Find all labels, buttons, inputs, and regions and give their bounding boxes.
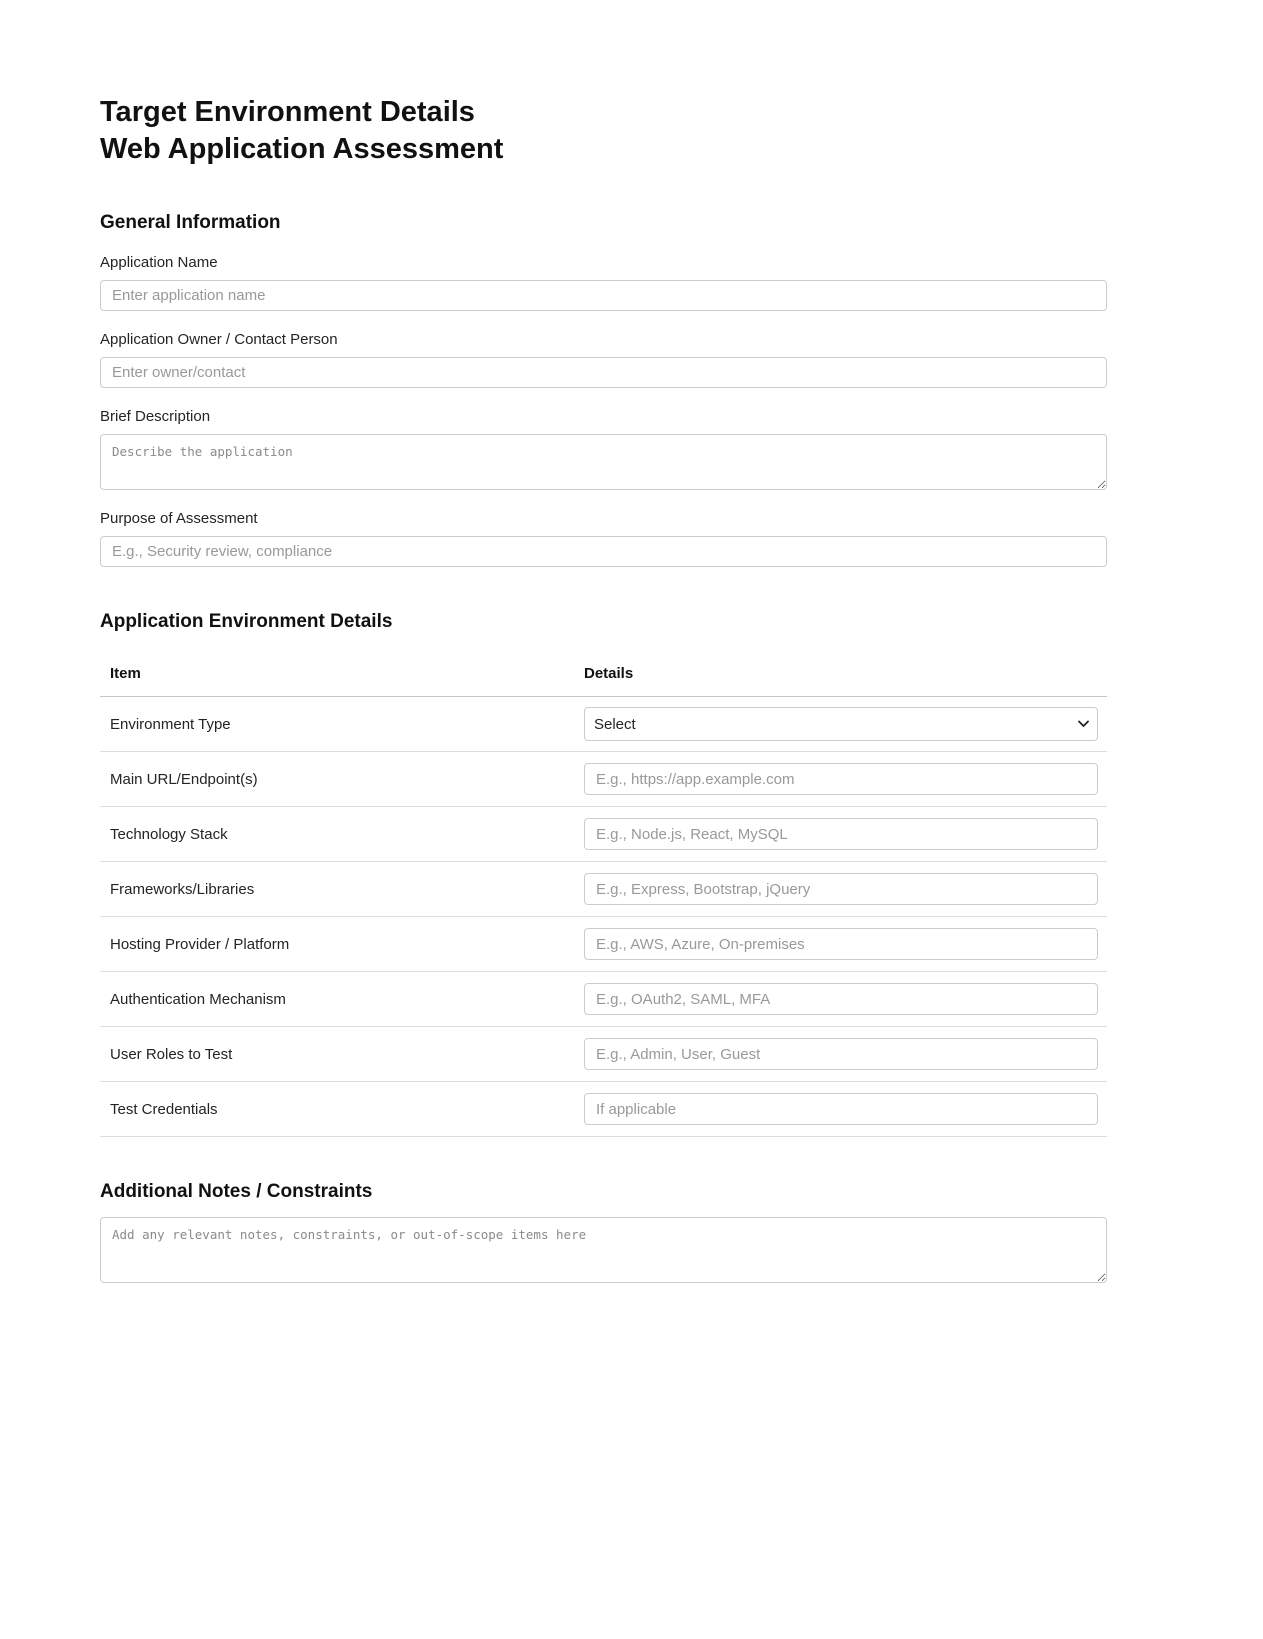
test-credentials-input[interactable] [584, 1093, 1098, 1125]
purpose-label: Purpose of Assessment [100, 510, 258, 527]
column-header-item: Item [110, 665, 141, 682]
user-roles-input[interactable] [584, 1038, 1098, 1070]
section-heading-notes: Additional Notes / Constraints [100, 1181, 373, 1202]
technology-stack-input[interactable] [584, 818, 1098, 850]
application-name-input[interactable] [100, 280, 1107, 311]
environment-type-select[interactable] [584, 707, 1098, 741]
row-label: Frameworks/Libraries [110, 880, 255, 898]
table-row-user-roles [100, 1027, 1107, 1082]
environment-details-table [100, 659, 1107, 1137]
table-row-frameworks [100, 862, 1107, 917]
row-label: Authentication Mechanism [110, 990, 286, 1008]
application-name-label: Application Name [100, 254, 218, 271]
brief-description-textarea[interactable] [100, 434, 1107, 490]
section-heading-environment: Application Environment Details [100, 611, 393, 632]
owner-contact-label: Application Owner / Contact Person [100, 331, 338, 348]
authentication-mechanism-input[interactable] [584, 983, 1098, 1015]
main-url-input[interactable] [584, 763, 1098, 795]
table-row-environment-type [100, 697, 1107, 752]
hosting-provider-input[interactable] [584, 928, 1098, 960]
table-row-hosting [100, 917, 1107, 972]
table-row-main-url [100, 752, 1107, 807]
field-application-name [100, 254, 1107, 311]
brief-description-label: Brief Description [100, 408, 211, 425]
field-owner-contact [100, 331, 1107, 388]
row-label: Main URL/Endpoint(s) [110, 770, 258, 788]
form-page [100, 0, 1107, 1283]
row-label: Test Credentials [110, 1100, 218, 1118]
field-purpose [100, 510, 1107, 567]
row-label: User Roles to Test [110, 1045, 233, 1063]
field-brief-description [100, 408, 1107, 490]
environment-type-select-wrap [584, 707, 1098, 741]
table-row-technology-stack [100, 807, 1107, 862]
column-header-details: Details [584, 665, 634, 682]
page-title-line-1: Target Environment Details [100, 96, 475, 128]
page-title-line-2: Web Application Assessment [100, 133, 504, 165]
purpose-input[interactable] [100, 536, 1107, 567]
table-header-row [100, 659, 1107, 697]
page-title [100, 94, 1107, 168]
table-row-test-credentials [100, 1082, 1107, 1137]
row-label: Hosting Provider / Platform [110, 935, 290, 953]
row-label: Technology Stack [110, 825, 228, 843]
additional-notes-textarea[interactable] [100, 1217, 1107, 1283]
section-heading-general: General Information [100, 212, 281, 233]
owner-contact-input[interactable] [100, 357, 1107, 388]
table-row-authentication [100, 972, 1107, 1027]
row-label: Environment Type [110, 715, 231, 733]
frameworks-libraries-input[interactable] [584, 873, 1098, 905]
